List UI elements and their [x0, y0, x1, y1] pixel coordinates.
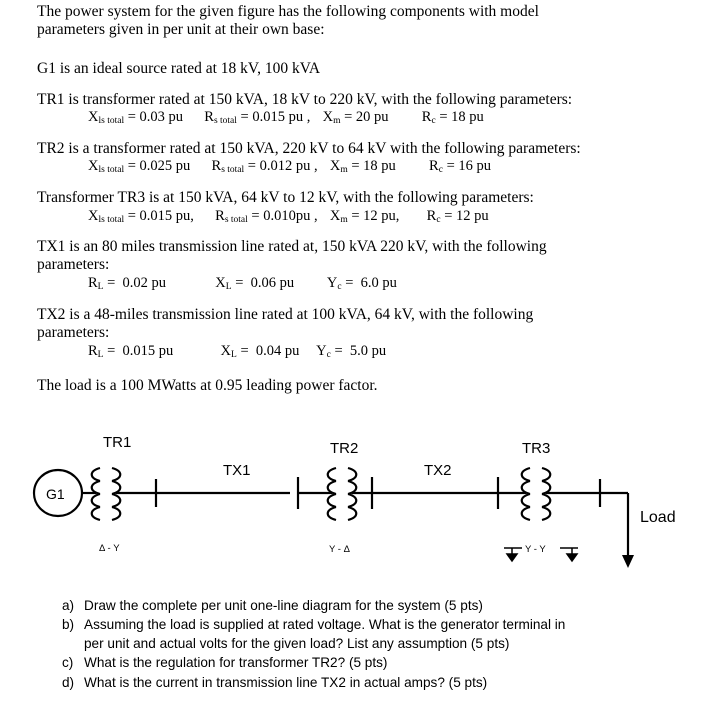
tr2-description: TR2 is a transformer rated at 150 kVA, 220 kV to 64 kV with the following parameters:: [37, 140, 581, 157]
tx1-xl-value: 0.06 pu: [250, 275, 295, 291]
tx2-description-2: parameters:: [37, 324, 110, 341]
g1-description: G1 is an ideal source rated at 18 kV, 100 kVA: [37, 60, 321, 77]
tr3-rs-value: 0.010pu ,: [263, 208, 318, 224]
tr1-description: TR1 is transformer rated at 150 kVA, 18 kV to 220 kV, with the following parameters:: [37, 91, 573, 108]
ground-arrow-icon: [567, 554, 577, 561]
tr3-symbol: [522, 468, 628, 520]
load-arrow-icon: [622, 555, 634, 568]
tr2-rc-value: 16 pu: [458, 158, 491, 174]
tr1-rs-value: 0.015 pu ,: [252, 109, 311, 125]
ground-arrow-icon: [507, 554, 517, 561]
question-b: b) Assuming the load is supplied at rated voltage. What is the generator terminal in: [62, 617, 566, 632]
tr1-xm-value: 20 pu: [355, 109, 389, 125]
tx1-params: $R_L = 0.02$ pu $X_L = 0.06$ pu $Y_c = 6.0$ pu: [88, 275, 397, 292]
tx2-rl-value: 0.015 pu: [122, 343, 174, 359]
tx1-description-1: TX1 is an 80 miles transmission line rated at, 150 kVA 220 kV, with the following: [37, 238, 547, 255]
tr3-connection: Y - Y: [525, 544, 546, 555]
tr1-xls-value: 0.03 pu: [139, 109, 184, 125]
tx2-yc-value: 5.0 pu: [349, 343, 387, 359]
label-load: Load: [640, 509, 676, 526]
tr3-xls-value: 0.015 pu,: [139, 208, 194, 224]
label-tx2: TX2: [424, 462, 452, 479]
tr2-symbol: [328, 468, 372, 520]
question-c: c) What is the regulation for transformer TR2? (5 pts): [62, 655, 388, 670]
question-b-continued: per unit and actual volts for the given load? List any assumption (5 pts): [84, 636, 510, 651]
tx2-description-1: TX2 is a 48-miles transmission line rated at 100 kVA, 64 kV, with the following: [37, 306, 534, 323]
tr2-xm-value: 18 pu: [363, 158, 396, 174]
load-description: The load is a 100 MWatts at 0.95 leading power factor.: [37, 377, 378, 394]
label-tr1: TR1: [103, 434, 132, 451]
tr1-symbol: [92, 468, 172, 520]
label-tr2: TR2: [330, 440, 359, 457]
tr2-connection: Y - Δ: [329, 544, 350, 555]
one-line-diagram: [0, 415, 703, 595]
intro-line-1: The power system for the given figure has the following components with model: [37, 3, 539, 20]
tx1-yc-value: 6.0 pu: [360, 275, 397, 291]
label-tr3: TR3: [522, 440, 551, 457]
label-g1: G1: [46, 486, 65, 502]
tr2-xls-value: 0.025 pu: [139, 158, 191, 174]
tx1-rl-value: 0.02 pu: [122, 275, 167, 291]
tr2-rs-value: 0.012 pu ,: [259, 158, 318, 174]
question-d: d) What is the current in transmission line TX2 in actual amps? (5 pts): [62, 675, 488, 690]
tr3-params: $X_{ls}$ $_{total}$ = 0.015 pu, $R_s$ $_{total}$ = 0.010pu , $X_m = 12$ pu, $R_c = 12$ pu: [88, 208, 489, 225]
tr1-rc-value: 18 pu: [451, 109, 484, 125]
intro-line-2: parameters given in per unit at their own base:: [37, 21, 325, 38]
tr1-params: $X_{ls}$ $_{total}$ = 0.03 pu $R_s$ $_{total}$ = 0.015 pu , $X_m = 20$ pu $R_c = 18$ pu: [88, 109, 484, 126]
label-tx1: TX1: [223, 462, 251, 479]
tx2-xl-value: 0.04 pu: [255, 343, 300, 359]
tx1-description-2: parameters:: [37, 256, 110, 273]
tr1-connection: Δ - Y: [99, 543, 120, 554]
tr3-xm-value: 12 pu,: [363, 208, 400, 224]
question-a: a) Draw the complete per unit one-line diagram for the system (5 pts): [62, 598, 483, 613]
tr3-rc-value: 12 pu: [456, 208, 489, 224]
tr2-params: $X_{ls}$ $_{total}$ = 0.025 pu $R_s$ $_{total}$ = 0.012 pu , $X_m = 18$ pu $R_c = 16$ pu: [88, 158, 491, 175]
tr3-description: Transformer TR3 is at 150 kVA, 64 kV to 12 kV, with the following parameters:: [37, 189, 534, 206]
tx2-params: $R_L = 0.015$ pu $X_L = 0.04$ pu $Y_c = 5.0$ pu: [88, 343, 387, 360]
